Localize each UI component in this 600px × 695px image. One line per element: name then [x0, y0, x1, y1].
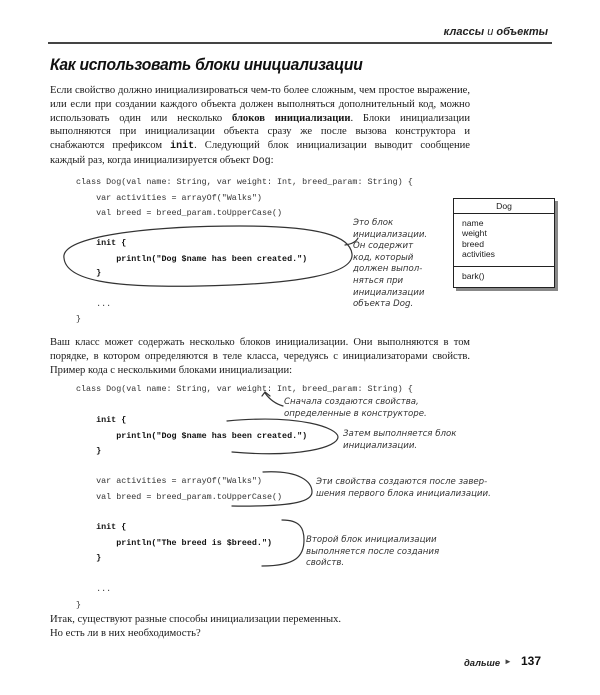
uml-class-name: Dog	[454, 199, 554, 214]
code2-line: }	[76, 446, 102, 456]
next-arrow-icon: ►	[504, 657, 512, 666]
intro-text: :	[270, 154, 274, 166]
code1-line: class Dog(val name: String, var weight: Int, breed_param: String) {	[76, 177, 413, 187]
code2-line: }	[76, 553, 102, 563]
closing-line: Но есть ли в них необходимость?	[50, 627, 201, 639]
annotation-line: выполняется после создания	[306, 546, 440, 557]
intro-emphasis: блоков инициализации	[231, 112, 351, 124]
code2-line: var activities = arrayOf("Walks")	[76, 476, 262, 486]
code2-line: val breed = breed_param.toUpperCase()	[76, 492, 283, 502]
code1-line: ...	[76, 299, 112, 309]
middle-paragraph: Ваш класс может содержать несколько блоков инициализации. Они выполняются в том порядке, в котором определяются в теле класса, чередуясь с инициализаторами свойств. Пример кода с несколькими блоками инициализации:	[50, 337, 470, 376]
code2-line: ...	[76, 584, 112, 594]
intro-code: init	[170, 141, 195, 153]
annotation-line: код, который	[353, 252, 414, 263]
annotation-line: шения первого блока инициализации.	[316, 488, 491, 499]
code1-line: init {	[76, 238, 127, 248]
code2-line: class Dog(val name: String, var weight: Int, breed_param: String) {	[76, 384, 413, 394]
chapter-title-part: объекты	[496, 26, 548, 38]
code2-line: init {	[76, 415, 127, 425]
annotation-line: инициализации.	[353, 229, 428, 240]
code1-line: }	[76, 268, 102, 278]
uml-field: breed	[462, 238, 484, 249]
annotation-line: няться при	[353, 275, 404, 286]
annotation-line: Эти свойства создаются после завер-	[316, 477, 488, 487]
intro-code: Dog	[252, 155, 271, 167]
uml-field: name	[462, 218, 484, 228]
next-page-label: дальше	[464, 657, 501, 668]
code1-line: println("Dog $name has been created.")	[76, 254, 308, 264]
annotation-line: объекта Dog.	[353, 299, 414, 310]
annotation-line: должен выпол-	[353, 264, 423, 275]
code2-line: println("The breed is $breed.")	[76, 538, 273, 548]
page-number: 137	[521, 654, 542, 668]
code1-line: val breed = breed_param.toUpperCase()	[76, 208, 283, 218]
annotation-line: определенные в конструкторе.	[284, 408, 427, 419]
code1-line: }	[76, 314, 82, 324]
uml-field: weight	[462, 228, 487, 239]
intro-text: . Блоки инициализации выполняются при инициализации объекта сразу же после вызова конструктора и снабжаются префиксом	[50, 112, 470, 152]
init-block-ellipse	[64, 226, 352, 286]
annotation-line: Затем выполняется блок	[343, 429, 457, 439]
uml-field: activities	[462, 249, 495, 260]
init1-bracket	[227, 419, 338, 454]
annotation-line: Сначала создаются свойства,	[284, 397, 419, 407]
annotation-line: Он содержит	[353, 241, 414, 252]
intro-text: Если свойство должно инициализироваться чем-то более сложным, чем простое выражение, или если при создании каждого объекта должен выполняться дополнительный код, можно использовать один или несколько	[50, 85, 470, 124]
closing-line: Итак, существуют разные способы инициализации переменных.	[50, 614, 342, 625]
annotation-line: Это блок	[353, 218, 394, 228]
intro-text: . Следующий блок инициализации выводит сообщение каждый раз, когда инициализируется объект	[50, 140, 470, 166]
annotation-line: инициализации	[353, 287, 425, 298]
section-title: Как использовать блоки инициализации	[50, 55, 363, 74]
init2-bracket	[262, 520, 304, 566]
weight-arrow	[265, 393, 283, 406]
code1-line: var activities = arrayOf("Walks")	[76, 193, 262, 203]
code2-line: }	[76, 600, 82, 610]
code2-line: init {	[76, 522, 127, 532]
closing-paragraph	[50, 613, 470, 641]
code2-line: println("Dog $name has been created.")	[76, 431, 308, 441]
uml-method: bark()	[462, 271, 485, 281]
annotation-line: инициализации.	[343, 440, 418, 451]
chapter-title-sep: и	[487, 26, 494, 38]
annotation-line: свойств.	[306, 558, 345, 569]
chapter-title-part: классы	[443, 26, 485, 38]
props-bracket	[232, 472, 312, 506]
annotation-line: Второй блок инициализации	[306, 535, 437, 545]
